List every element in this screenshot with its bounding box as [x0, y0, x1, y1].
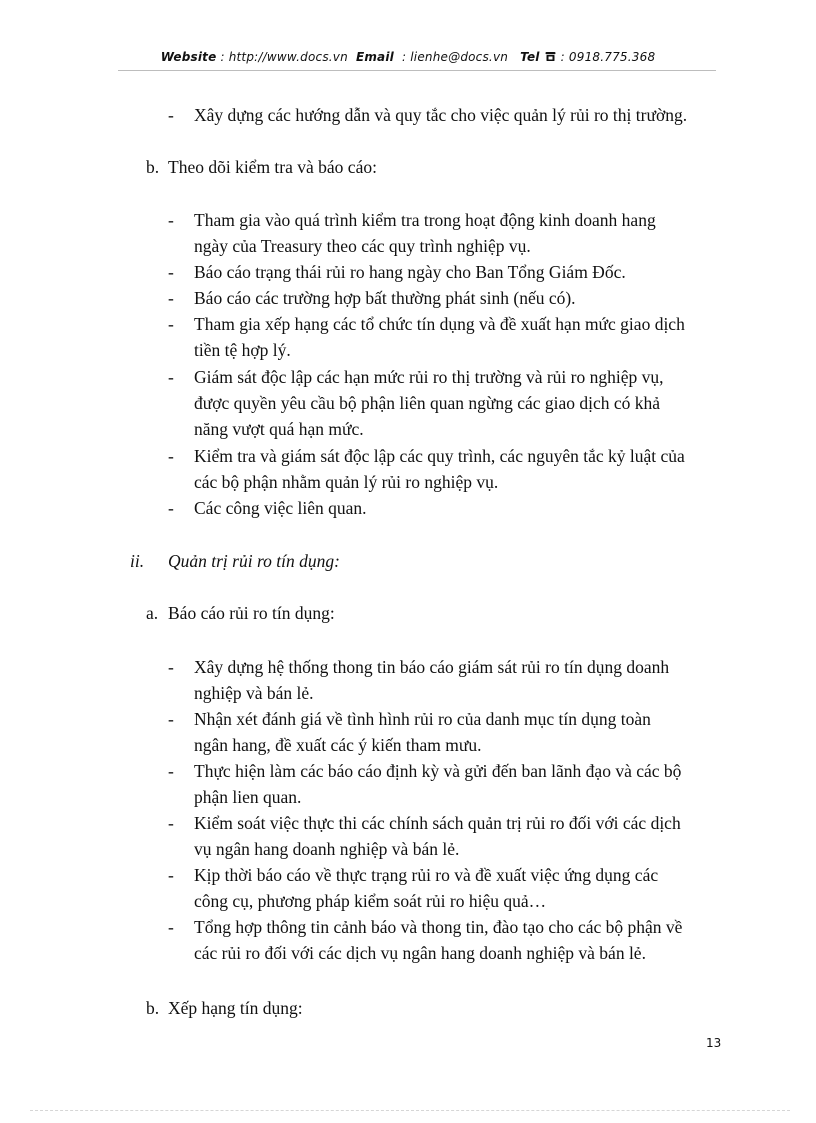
text-line: Giám sát độc lập các hạn mức rủi ro thị trường và rủi ro nghiệp vụ, — [194, 367, 664, 387]
text-line: các bộ phận nhằm quản lý rủi ro nghiệp vụ. — [194, 472, 499, 492]
website-value: : http://www.docs.vn — [220, 50, 348, 64]
bullet-text: Xây dựng các hướng dẫn và quy tắc cho việc quản lý rủi ro thị trường. — [194, 105, 688, 125]
text-line: Các công việc liên quan. — [194, 498, 367, 518]
bullet-text — [194, 443, 718, 495]
text-line: Kiểm soát việc thực thi các chính sách quản trị rủi ro đối với các dịch — [194, 813, 681, 833]
bullet-text — [194, 654, 718, 706]
bullet-text — [194, 285, 718, 311]
section-marker: b. — [146, 998, 160, 1018]
text-line: Nhận xét đánh giá về tình hình rủi ro của danh mục tín dụng toàn — [194, 709, 651, 729]
website-label: Website — [160, 50, 217, 64]
bullet-text — [194, 862, 718, 914]
bullet-text — [194, 259, 718, 285]
text-line: Kiểm tra và giám sát độc lập các quy trình, các nguyên tắc kỷ luật của — [194, 446, 685, 466]
bullet-text — [194, 311, 718, 363]
text-line: ngân hang, đề xuất các ý kiến tham mưu. — [194, 735, 482, 755]
bullet-dash: - — [168, 210, 174, 230]
text-line: tiền tệ hợp lý. — [194, 340, 291, 360]
bullet-dash: - — [168, 288, 174, 308]
section-title: Theo dõi kiểm tra và báo cáo: — [168, 157, 377, 177]
bullet-text — [194, 495, 718, 521]
bullet-dash: - — [168, 498, 174, 518]
bullet-text — [194, 207, 718, 259]
page-header — [0, 50, 816, 65]
text-line: Thực hiện làm các báo cáo định kỳ và gửi đến ban lãnh đạo và các bộ — [194, 761, 682, 781]
text-line: năng vượt quá hạn mức. — [194, 419, 364, 439]
section-title: Xếp hạng tín dụng: — [168, 998, 303, 1018]
text-line: phận lien quan. — [194, 787, 302, 807]
bullet-dash: - — [168, 761, 174, 781]
section-marker: a. — [146, 603, 159, 623]
text-line: ngày của Treasury theo các quy trình nghiệp vụ. — [194, 236, 531, 256]
tel-label: Tel — [520, 50, 540, 64]
section-title: Quản trị rủi ro tín dụng: — [168, 551, 340, 571]
bullet-text — [194, 914, 718, 966]
email-label: Email — [355, 50, 394, 64]
bullet-text — [194, 706, 718, 758]
header-divider — [118, 70, 716, 71]
text-line: nghiệp và bán lẻ. — [194, 683, 314, 703]
section-marker: b. — [146, 157, 160, 177]
bullet-dash: - — [168, 657, 174, 677]
bullet-text — [194, 810, 718, 862]
text-line: Tổng hợp thông tin cảnh báo và thong tin, đào tạo cho các bộ phận về — [194, 917, 683, 937]
phone-icon — [545, 51, 556, 65]
bullet-dash: - — [168, 709, 174, 729]
text-line: Xây dựng hệ thống thong tin báo cáo giám sát rủi ro tín dụng doanh — [194, 657, 670, 677]
text-line: Tham gia vào quá trình kiểm tra trong hoạt động kinh doanh hang — [194, 210, 656, 230]
bullet-dash: - — [168, 917, 174, 937]
tel-value: : 0918.775.368 — [560, 50, 656, 64]
page-number: 13 — [706, 1036, 722, 1050]
bullet-dash: - — [168, 865, 174, 885]
bullet-text — [194, 758, 718, 810]
bullet-dash: - — [168, 314, 174, 334]
text-line: vụ ngân hang doanh nghiệp và bán lẻ. — [194, 839, 460, 859]
text-line: Kịp thời báo cáo về thực trạng rủi ro và đề xuất việc ứng dụng các — [194, 865, 659, 885]
page-bottom-divider — [30, 1110, 790, 1111]
text-line: các rủi ro đối với các dịch vụ ngân hang doanh nghiệp và bán lẻ. — [194, 943, 646, 963]
text-line: Báo cáo trạng thái rủi ro hang ngày cho Ban Tổng Giám Đốc. — [194, 262, 626, 282]
text-line: Báo cáo các trường hợp bất thường phát sinh (nếu có). — [194, 288, 576, 308]
bullet-dash: - — [168, 105, 174, 125]
text-line: Tham gia xếp hạng các tổ chức tín dụng và đề xuất hạn mức giao dịch — [194, 314, 685, 334]
bullet-text — [194, 364, 718, 442]
email-value: : lienhe@docs.vn — [402, 50, 509, 64]
section-marker: ii. — [130, 551, 145, 571]
text-line: công cụ, phương pháp kiểm soát rủi ro hiệu quả… — [194, 891, 547, 911]
bullet-dash: - — [168, 446, 174, 466]
bullet-dash: - — [168, 367, 174, 387]
section-title: Báo cáo rủi ro tín dụng: — [168, 603, 335, 623]
bullet-dash: - — [168, 262, 174, 282]
text-line: được quyền yêu cầu bộ phận liên quan ngừng các giao dịch có khả — [194, 393, 661, 413]
bullet-dash: - — [168, 813, 174, 833]
